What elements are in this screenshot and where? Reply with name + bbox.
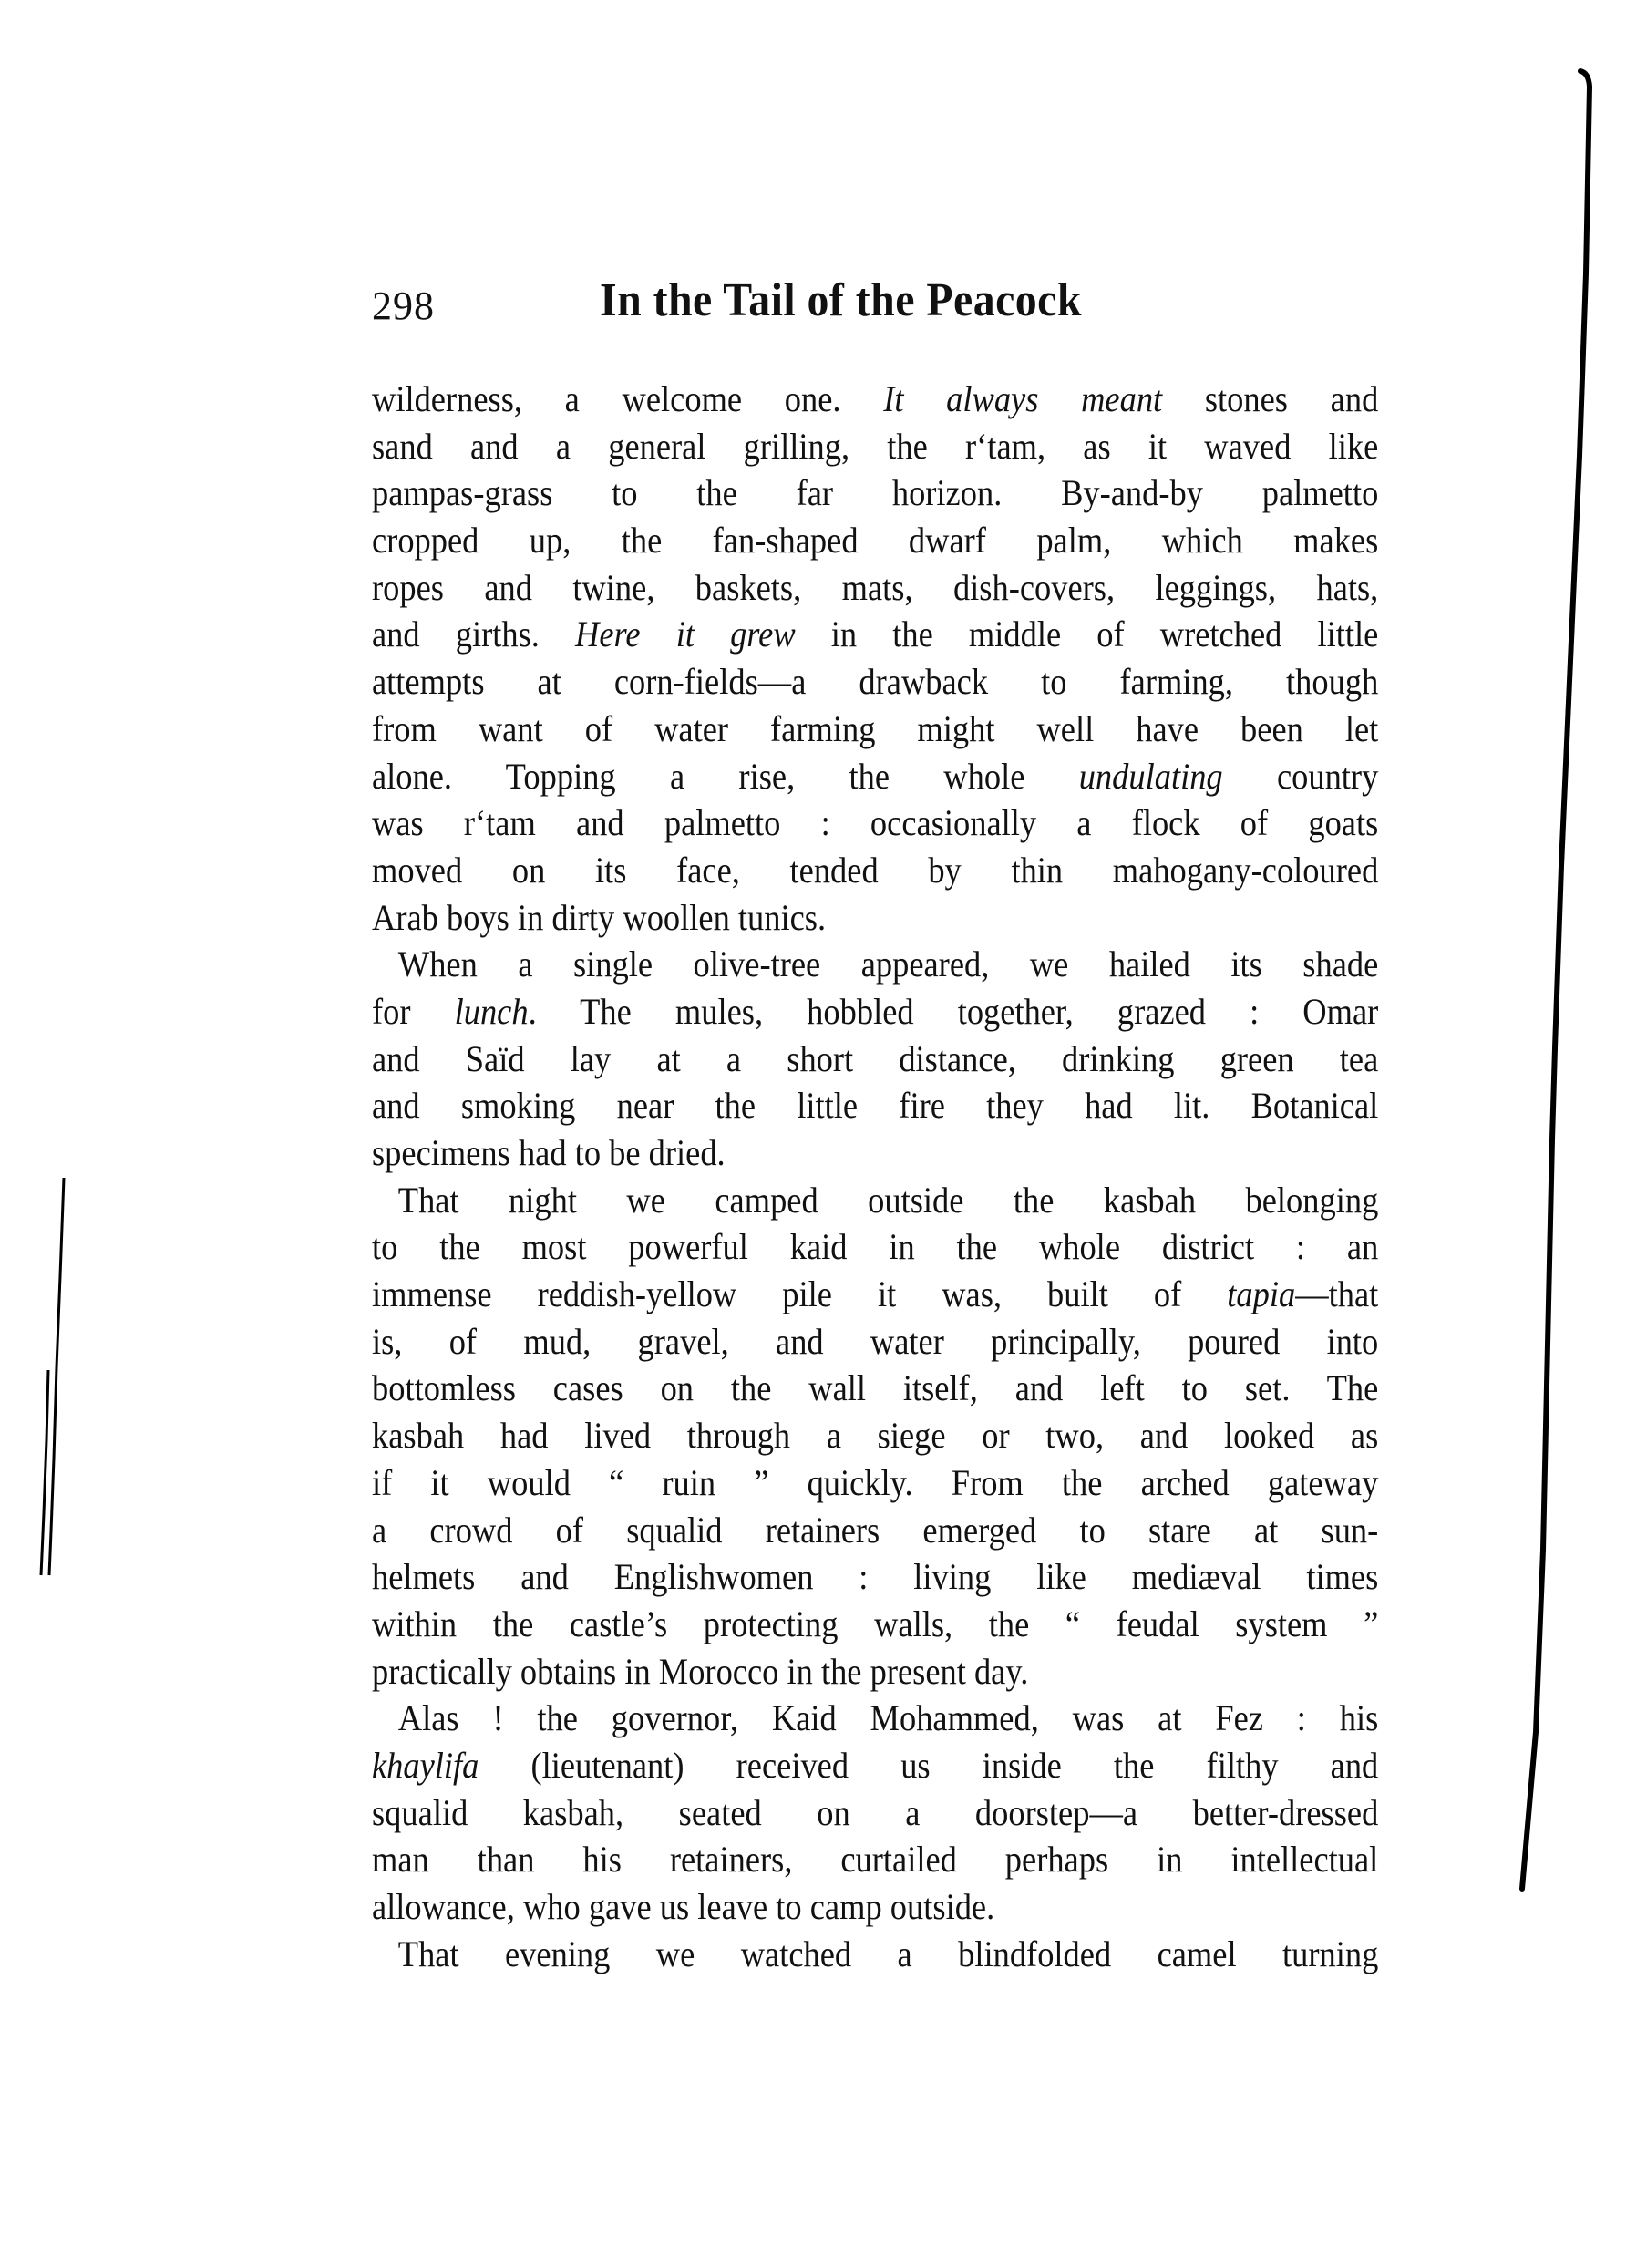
running-head xyxy=(372,273,1384,346)
text-line: helmets and Englishwomen : living like mediæval times xyxy=(372,1556,1379,1598)
text-line: sand and a general grilling, the r‘tam, as it waved like xyxy=(372,425,1379,467)
text-line: alone. Topping a rise, the whole undulating country xyxy=(372,755,1379,797)
text-line: moved on its face, tended by thin mahogany-coloured xyxy=(372,849,1379,891)
text-line: cropped up, the fan-shaped dwarf palm, which makes xyxy=(372,520,1379,562)
text-line: man than his retainers, curtailed perhaps in intellectual xyxy=(372,1839,1379,1881)
text-line: bottomless cases on the wall itself, and left to set. The xyxy=(372,1367,1379,1409)
running-title: In the Tail of the Peacock xyxy=(600,274,1082,326)
text-line: for lunch. The mules, hobbled together, grazed : Omar xyxy=(372,990,1379,1032)
text-line: allowance, who gave us leave to camp outside. xyxy=(372,1886,995,1927)
paragraph-start-line: That evening we watched a blindfolded camel turning xyxy=(397,1933,1379,1974)
text-line: ropes and twine, baskets, mats, dish-covers, leggings, hats, xyxy=(372,566,1379,608)
text-line: from want of water farming might well have been let xyxy=(372,707,1379,749)
text-line: Arab boys in dirty woollen tunics. xyxy=(372,896,827,938)
left-page-edge-line-inner xyxy=(41,1370,48,1575)
text-line: attempts at corn-fields—a drawback to farming, though xyxy=(372,661,1379,703)
text-line: specimens had to be dried. xyxy=(372,1132,726,1173)
text-line: immense reddish-yellow pile it was, built of tapia—that xyxy=(372,1273,1379,1315)
text-line: if it would “ ruin ” quickly. From the arched gateway xyxy=(372,1461,1379,1503)
text-line: and Saïd lay at a short distance, drinking green tea xyxy=(372,1037,1379,1079)
text-line: khaylifa (lieutenant) received us inside the filthy and xyxy=(372,1744,1379,1786)
text-line: kasbah had lived through a siege or two, and looked as xyxy=(372,1415,1379,1457)
text-line: and smoking near the little fire they had lit. Botanical xyxy=(372,1085,1379,1127)
text-line: within the castle’s protecting walls, the “ feudal system ” xyxy=(372,1603,1379,1644)
text-line: a crowd of squalid retainers emerged to stare at sun- xyxy=(372,1509,1379,1551)
text-line: squalid kasbah, seated on a doorstep—a better-dressed xyxy=(372,1791,1379,1833)
body-text xyxy=(372,376,1378,1977)
page-number: 298 xyxy=(372,284,435,328)
left-page-edge-line xyxy=(49,1178,64,1575)
right-page-edge-line xyxy=(1522,71,1590,1889)
paragraph-start-line: Alas ! the governor, Kaid Mohammed, was at Fez : his xyxy=(397,1697,1379,1739)
text-line: and girths. Here it grew in the middle of wretched little xyxy=(372,613,1379,655)
text-line: wilderness, a welcome one. It always meant stones and xyxy=(372,378,1379,419)
text-line: to the most powerful kaid in the whole district : an xyxy=(372,1226,1379,1268)
text-line: is, of mud, gravel, and water principally, poured into xyxy=(372,1320,1379,1362)
text-line: pampas-grass to the far horizon. By-and-by palmetto xyxy=(372,472,1379,514)
paragraph-start-line: When a single olive-tree appeared, we hailed its shade xyxy=(397,943,1379,985)
paragraph-start-line: That night we camped outside the kasbah belonging xyxy=(397,1179,1379,1221)
text-line: was r‘tam and palmetto : occasionally a flock of goats xyxy=(372,802,1379,844)
text-line: practically obtains in Morocco in the present day. xyxy=(372,1650,1029,1692)
